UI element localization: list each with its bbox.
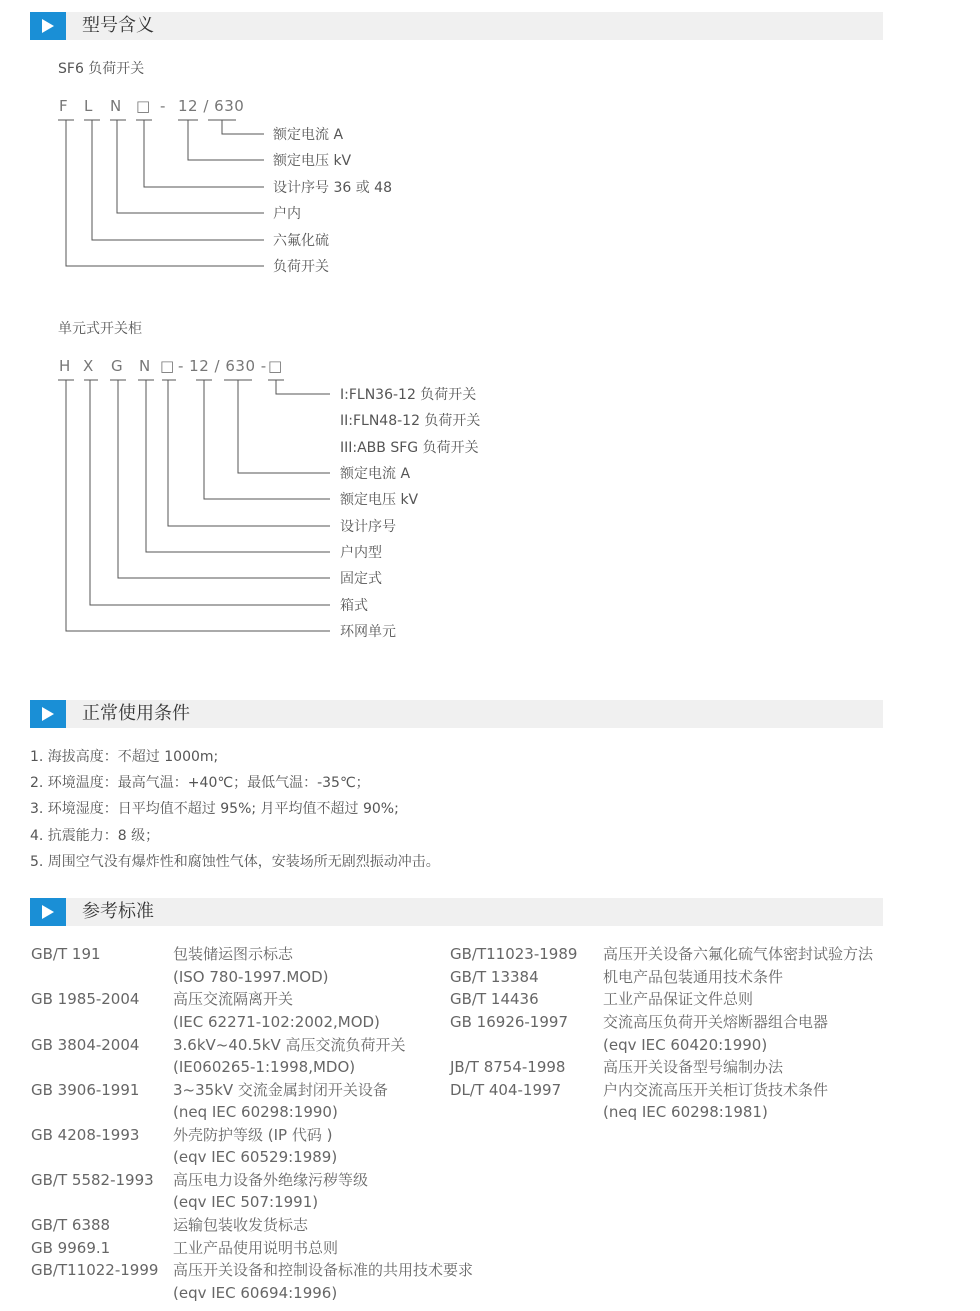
standard-desc: (eqv IEC 60694:1996) — [173, 1284, 338, 1302]
diagram2-label: 户内型 — [340, 545, 382, 561]
standard-desc: (neq IEC 60298:1990) — [173, 1103, 338, 1121]
section-title: 型号含义 — [82, 15, 154, 36]
diagram1-label: 六氟化硫 — [273, 233, 329, 249]
standard-desc: (IEC 62271-102:2002,MOD) — [173, 1013, 380, 1031]
condition-item: 3. 环境湿度：日平均值不超过 95%; 月平均值不超过 90%; — [30, 801, 399, 817]
diagram1-label: 户内 — [273, 206, 301, 222]
standard-code: GB/T 13384 — [450, 968, 539, 986]
diagram2-label: 额定电流 A — [340, 466, 411, 482]
code-box: □ — [268, 357, 283, 375]
standard-code: GB/T11023-1989 — [450, 945, 578, 963]
standard-desc: (eqv IEC 60420:1990) — [603, 1036, 768, 1054]
standard-code: GB 1985-2004 — [31, 990, 140, 1008]
section-title: 正常使用条件 — [82, 703, 190, 724]
condition-item: 2. 环境温度：最高气温：+40℃；最低气温：-35℃； — [30, 775, 370, 791]
standard-desc: (IE060265-1:1998,MDO) — [173, 1058, 356, 1076]
standard-code: GB/T 14436 — [450, 990, 539, 1008]
standard-code: JB/T 8754-1998 — [450, 1058, 566, 1076]
code-letter: X — [83, 357, 94, 375]
standard-desc: 工业产品保证文件总则 — [603, 990, 754, 1008]
standard-desc: 工业产品使用说明书总则 — [173, 1239, 339, 1257]
section-title: 参考标准 — [82, 901, 154, 922]
standard-desc: 运输包装收发货标志 — [173, 1216, 309, 1234]
code-letter: N — [110, 97, 122, 115]
standard-desc: (neq IEC 60298:1981) — [603, 1103, 768, 1121]
code-dash: - — [160, 97, 166, 115]
standard-desc: 高压开关设备型号编制办法 — [603, 1058, 784, 1076]
diagram1-label: 设计序号 36 或 48 — [273, 180, 392, 196]
standard-desc: 3.6kV~40.5kV 高压交流负荷开关 — [173, 1036, 406, 1054]
standard-code: GB 16926-1997 — [450, 1013, 568, 1031]
standard-desc: 户内交流高压开关柜订货技术条件 — [603, 1081, 829, 1099]
standard-desc: 高压开关设备六氟化硫气体密封试验方法 — [603, 945, 874, 963]
code-letter: F — [59, 97, 69, 115]
diagram1-label: 额定电流 A — [273, 127, 344, 143]
diagram2-label: II:FLN48-12 负荷开关 — [340, 413, 481, 429]
diagram2-label: 固定式 — [340, 571, 382, 587]
standard-code: GB 9969.1 — [31, 1239, 111, 1257]
standard-desc: 高压开关设备和控制设备标准的共用技术要求 — [173, 1261, 474, 1279]
standard-desc: 3~35kV 交流金属封闭开关设备 — [173, 1081, 388, 1099]
diagram1-label: 额定电压 kV — [273, 153, 352, 169]
standard-code: DL/T 404-1997 — [450, 1081, 562, 1099]
condition-item: 4. 抗震能力：8 级； — [30, 828, 160, 844]
standard-code: GB/T 5582-1993 — [31, 1171, 154, 1189]
diagram2-label: 额定电压 kV — [340, 492, 419, 508]
diagram2-label: III:ABB SFG 负荷开关 — [340, 440, 479, 456]
code-letter: H — [59, 357, 71, 375]
standard-code: GB 4208-1993 — [31, 1126, 140, 1144]
diagram1-label: 负荷开关 — [273, 259, 329, 275]
standard-desc: (eqv IEC 60529:1989) — [173, 1148, 338, 1166]
standard-desc: 包装储运图示标志 — [173, 945, 294, 963]
section-header-conditions — [30, 700, 883, 728]
diagram2-label: 设计序号 — [340, 519, 396, 535]
code-rating: 12 / 630 — [178, 97, 245, 115]
standard-desc: 机电产品包装通用技术条件 — [603, 968, 784, 986]
code-box: □ — [136, 97, 151, 115]
standard-desc: (ISO 780-1997.MOD) — [173, 968, 329, 986]
standard-desc: 高压交流隔离开关 — [173, 990, 294, 1008]
standard-desc: 外壳防护等级 (IP 代码 ) — [173, 1126, 333, 1144]
play-arrow-icon — [30, 700, 66, 728]
standard-code: GB/T11022-1999 — [31, 1261, 159, 1279]
standard-desc: 高压电力设备外绝缘污秽等级 — [173, 1171, 369, 1189]
condition-item: 5. 周围空气没有爆炸性和腐蚀性气体，安装场所无剧烈振动冲击。 — [30, 854, 440, 870]
code-letter: L — [84, 97, 93, 115]
code-letter: N — [139, 357, 151, 375]
section-header-standards — [30, 898, 883, 926]
diagram2-label: 环网单元 — [340, 624, 396, 640]
subtitle-unit: 单元式开关柜 — [58, 321, 142, 337]
condition-item: 1. 海拔高度：不超过 1000m; — [30, 749, 219, 765]
standard-code: GB 3804-2004 — [31, 1036, 140, 1054]
standard-desc: (eqv IEC 507:1991) — [173, 1193, 319, 1211]
code-rating: - 12 / 630 - — [178, 357, 267, 375]
standard-code: GB 3906-1991 — [31, 1081, 140, 1099]
diagram2-label: I:FLN36-12 负荷开关 — [340, 387, 477, 403]
standard-desc: 交流高压负荷开关熔断器组合电器 — [603, 1013, 829, 1031]
standard-code: GB/T 191 — [31, 945, 101, 963]
code-letter: G — [111, 357, 124, 375]
subtitle-sf6: SF6 负荷开关 — [58, 61, 145, 77]
diagram2-label: 箱式 — [340, 598, 368, 614]
code-box: □ — [160, 357, 175, 375]
play-arrow-icon — [30, 898, 66, 926]
standard-code: GB/T 6388 — [31, 1216, 111, 1234]
